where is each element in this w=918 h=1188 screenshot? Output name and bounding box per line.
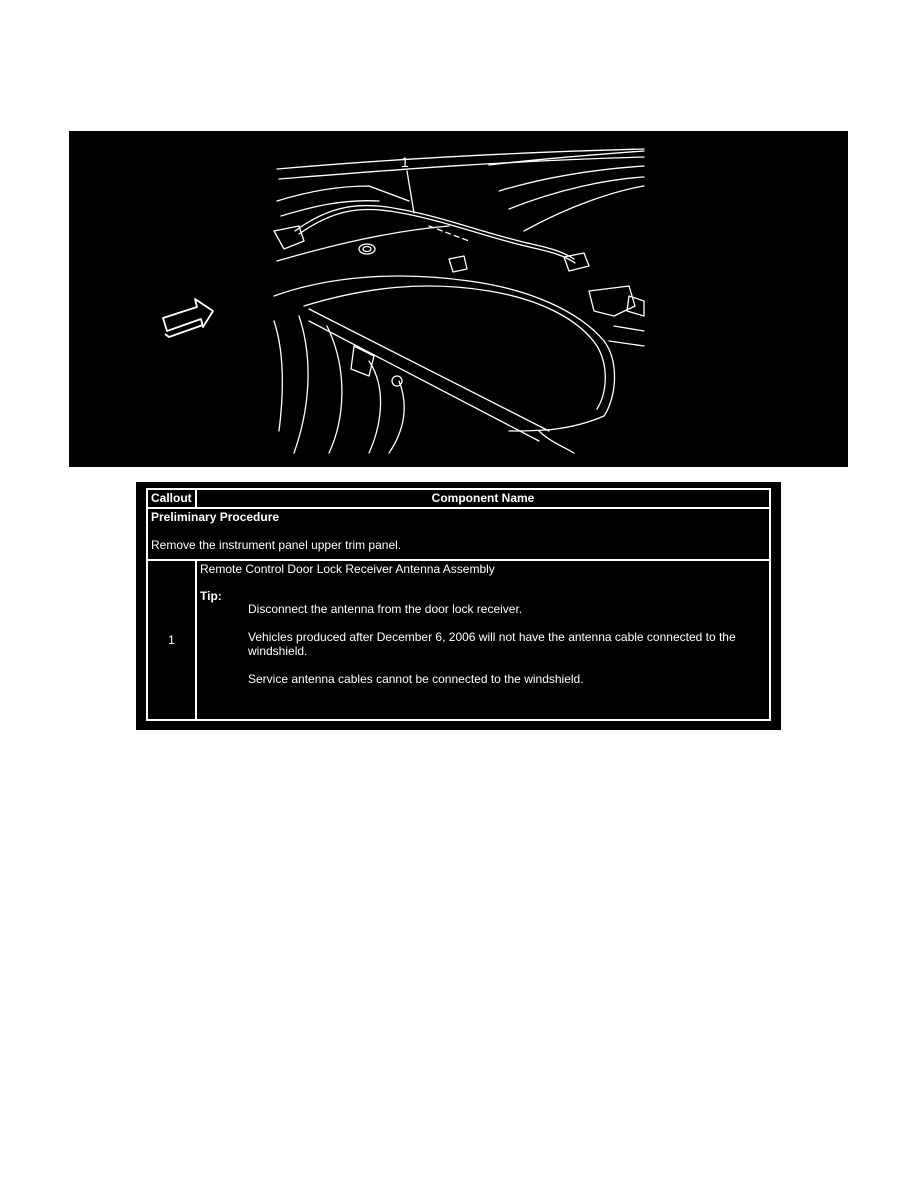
tip-item: Service antenna cables cannot be connected to the windshield. [248, 672, 584, 686]
header-component-name: Component Name [196, 489, 770, 508]
tip-label: Tip: [200, 589, 222, 603]
component-name: Remote Control Door Lock Receiver Antenna Assembly [200, 562, 495, 576]
header-callout: Callout [147, 489, 196, 508]
callout-table [136, 482, 781, 730]
tip-item: Disconnect the antenna from the door lock receiver. [248, 602, 523, 616]
preliminary-row [147, 508, 770, 560]
preliminary-title: Preliminary Procedure [151, 510, 280, 524]
tip-list [248, 602, 766, 686]
figure-callout-label: 1 [401, 154, 409, 170]
table-row [147, 560, 770, 720]
dashboard-line-drawing [69, 131, 848, 467]
preliminary-text: Remove the instrument panel upper trim panel. [151, 538, 402, 552]
table-header-row [147, 489, 770, 508]
component-cell [196, 560, 770, 720]
preliminary-cell [147, 508, 770, 560]
component-illustration [69, 131, 848, 467]
tip-item: Vehicles produced after December 6, 2006 will not have the antenna cable connected to the windshield. [248, 630, 736, 658]
callout-number: 1 [147, 560, 196, 720]
